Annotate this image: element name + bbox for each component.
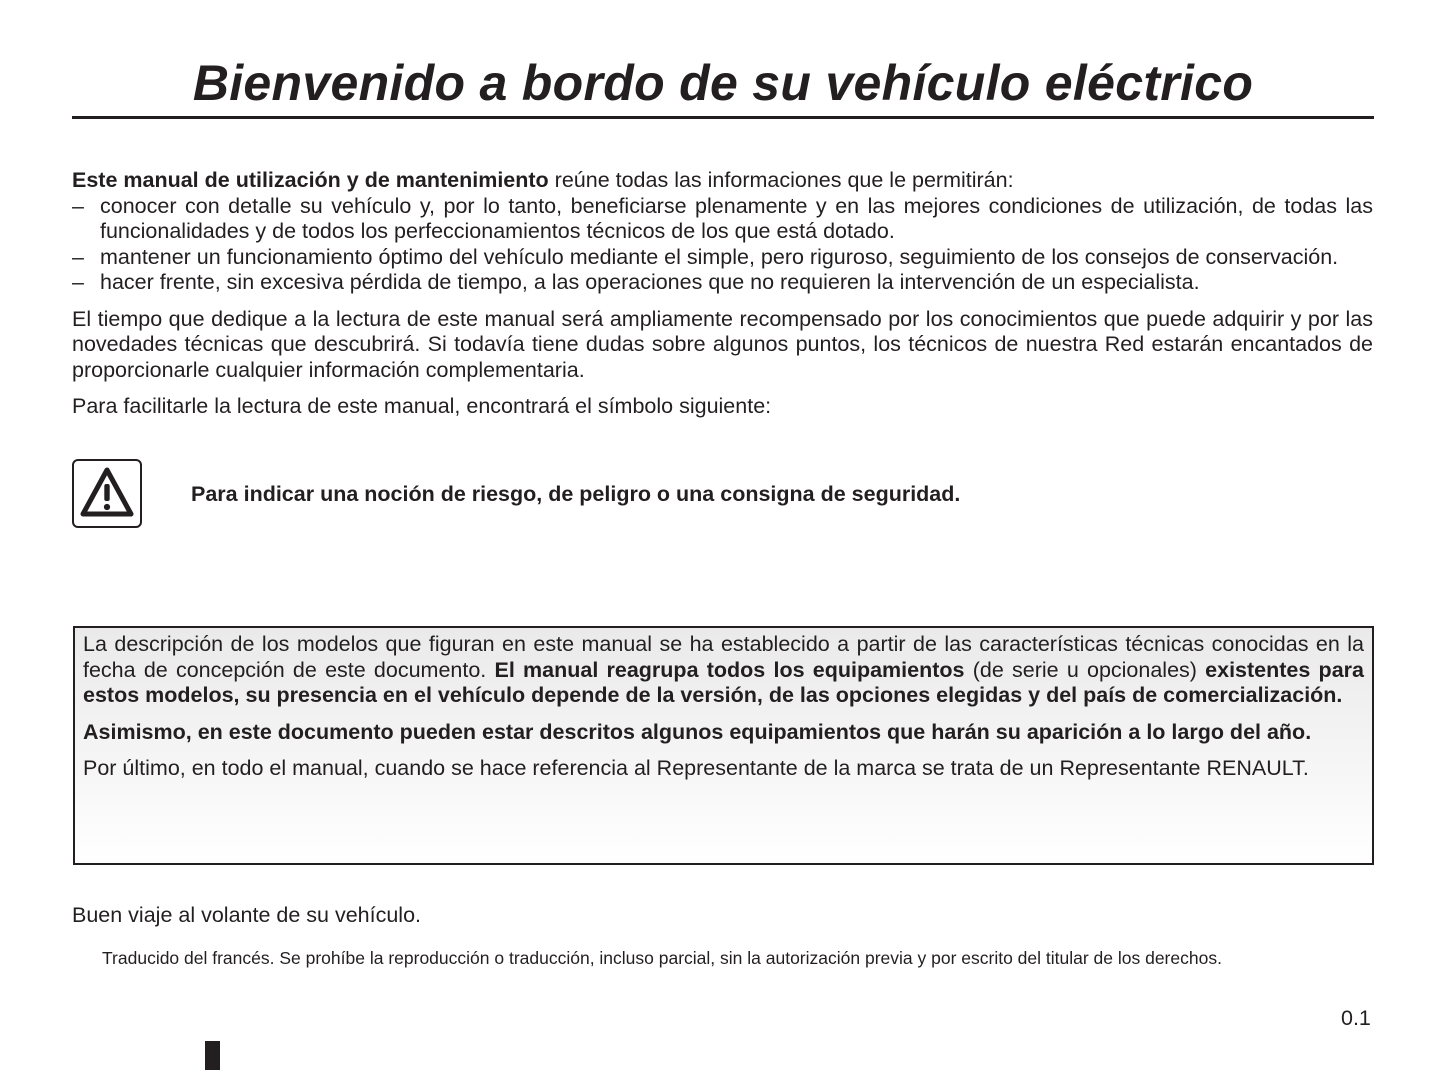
- page-title: Bienvenido a bordo de su vehículo eléctrico: [192, 55, 1254, 111]
- page-edge-marker: [205, 1041, 220, 1070]
- intro-paragraph: [72, 168, 1373, 194]
- reading-time-paragraph: El tiempo que dedique a la lectura de este manual será ampliamente recompensado por los conocimientos que puede adquirir y por las novedades técnicas que descubrirá. Si todavía tiene dudas sobre algunos puntos, los técnicos de nuestra Red estarán encantados de proporcionarle cualquier información complementaria.: [72, 306, 1373, 382]
- notice-bold-text: Asimismo, en este documento pueden estar descritos algunos equipamientos que harán su aparición a lo largo del año.: [83, 719, 1312, 744]
- list-item-text: hacer frente, sin excesiva pérdida de tiempo, a las operaciones que no requieren la intervención de un especialista.: [100, 270, 1200, 294]
- copyright-footnote: Traducido del francés. Se prohíbe la reproducción o traducción, incluso parcial, sin la autorización previa y por escrito del titular de los derechos.: [102, 948, 1222, 968]
- list-item-text: conocer con detalle su vehículo y, por lo tanto, beneficiarse plenamente y en las mejores condiciones de utilización, de todas las funcionalidades y de todos los perfeccionamientos técnicos de los que está dotado.: [100, 193, 1373, 243]
- notice-paragraph-representative: Por último, en todo el manual, cuando se hace referencia al Representante de la marca se trata de un Representante RENAULT.: [83, 756, 1309, 780]
- notice-text: (de serie u opcionales): [964, 657, 1206, 682]
- notice-paragraph-future-equipment: [83, 720, 1364, 746]
- title-underline: [72, 116, 1374, 119]
- list-item: [72, 270, 1373, 296]
- warning-symbol-box: [72, 459, 142, 528]
- symbol-intro-paragraph: Para facilitarle la lectura de este manual, encontrará el símbolo siguiente:: [72, 394, 772, 418]
- dash-marker: –: [72, 244, 84, 269]
- notice-bold-text: El manual reagrupa todos los equipamientos: [494, 657, 965, 682]
- list-item: [72, 245, 1373, 271]
- dash-marker: –: [72, 270, 84, 294]
- warning-triangle-icon: [78, 464, 136, 522]
- page-number: 0.1: [1341, 1006, 1371, 1030]
- list-item: [72, 194, 1373, 245]
- closing-line: Buen viaje al volante de su vehículo.: [72, 903, 422, 927]
- notice-paragraph-models: [83, 632, 1364, 709]
- benefits-list: [72, 194, 1373, 296]
- intro-bold: Este manual de utilización y de mantenimiento: [72, 168, 549, 192]
- notice-box: [73, 626, 1374, 865]
- dash-marker: –: [72, 193, 84, 218]
- notice-bold-text: existentes para estos modelos, su presencia en el vehículo depende de la versión, de las opciones elegidas y del país de comercialización.: [83, 657, 1364, 707]
- warning-symbol-row: [72, 459, 1373, 533]
- list-item-text: mantener un funcionamiento óptimo del vehículo mediante el simple, pero riguroso, seguimiento de los consejos de conservación.: [100, 244, 1339, 269]
- intro-rest: reúne todas las informaciones que le permitirán:: [548, 168, 1014, 192]
- main-content: [72, 168, 1373, 431]
- notice-text: La descripción de los modelos que figuran en este manual se ha establecido a partir de las características técnicas conocidas en la fecha de concepción de este documento.: [83, 632, 1364, 682]
- warning-description: Para indicar una noción de riesgo, de peligro o una consigna de seguridad.: [191, 482, 961, 506]
